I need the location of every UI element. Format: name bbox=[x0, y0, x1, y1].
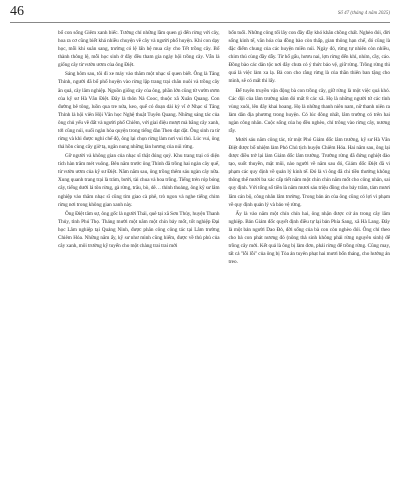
issue-label: Số 47 (tháng 4 năm 2025) bbox=[337, 11, 390, 16]
paragraph: Mười sáu năm công tác, từ một Phó Giám đốc lâm trường, kỹ sư Hà Văn Điệt được bổ nhiệm làm Phó Chủ tịch huyện Chiêm Hóa. Hai năm sau, ông lại được điều trở lại làm Giám đốc lâm trường. Trường rừng đã đứng nghiệt đào tạo, suốt thuyền, mặt mũi, nào người về năm sau đó, Giám đốc Điệt đã vi phạm các quy định về quản lý kinh tế. Đó là vì ông đã chi tiền thưởng không thông thể mười ba xác cấp tiết năm một chín chín năm mốt cho công nhân, sai quy định. Với tổng số tiền là năm mươi sáu triệu đồng cho bảy trăm, tám mươi lăm cán bộ, công nhân lâm trường. Trong bản án của ông cũng có lợi vì phạm về quy định quản lý và bảo vệ rừng. bbox=[228, 137, 390, 208]
paragraph: bốn tuổi. Những công tối lây con đầy đầy khó khăn chồng chất. Nghèo đói, đời sống kinh tế, văn hóa của đồng bào còn thấp, gian thông hạn chế, đó cũng là đặc điểm chung của các huyện miền núi. Ngày đó, rừng tự nhiên còn nhiều, chim thú cùng đầy dẫy. Từ hổ gấu, hươu nai, lợn rừng đến khỉ, nhím, cầy, cáo. Đồng bào các dân tộc nơi đây chưa có ý thức bảo vệ, giữ rừng. Trồng rừng thì quá là việc làm xa lạ. Bà con cho rằng rừng là của thần thiên ban tặng cho mình, sẽ có mất thì lấy. bbox=[228, 30, 390, 85]
article-body bbox=[58, 29, 390, 474]
paragraph: Ấy là vào năm một chín chín hai, ông nhận được cứ án trong cây lâm nghiệp. Bản Giám đốc quyết định điều tự lại bản Phía Sang, xã Hà Lang. Đây là một bản người Dao Đỏ, đời sống của bà con còn nghèo đói. Ông chỉ theo cho bà con phát nương đó (nông thả sinh không phải rừng nguyên sinh) để trồng cây mới. Kết quả là ông bị làm đơn, phải rừng để trồng rừng. Cũng may, tất cả "lỗi lỗi" của ông bị Tòa án tuyên phạt hai mươi bốn tháng, cho hưởng án treo. bbox=[228, 210, 390, 266]
paragraph: Gỡ người và không gian của nhạc sĩ thật đúng quý. Khu trang trại có diện tích hàn trăm mét vuông. Bên năm trước ông Thỉnh đã trồng hai ngàn cây quế, từ vườn ươm của kỹ sư Điệt. Năm năm sau, ông trồng thêm sáu ngàn cây nữa. Xung quanh trang trại là trám, bưởi, tài chua và hoa trồng. Tiếng trẻn róp bóng cây, tiếng dưới lá tôn rừng, gà rừng, trâu, bò, dê… thỉnh thoảng, ông kỹ sư lâm nghiệp vào thăm nhạc sĩ cũng tìm giao cà phê, trò ngon và nghe tiếng chim rừng nơi trong không gian xanh này. bbox=[58, 153, 220, 208]
paragraph: Để tuyên truyền vận động bà con trồng cây, giữ rừng là một việc quá khó. Các đội của lâm trường năm đó mất 8 các xã. Họ là những người tứ các tỉnh vùng xuôi, lên đây khai hoang. Họ là những thanh niên nam, nữ thanh niên ra làm dân địa phương trong huyện. Có lúc đông nhất, lâm trường có trên hai ngàn công nhân. Cuộc sống của họ đều nghèo, chỉ trông vào rừng cây, nương rẫy. bbox=[228, 87, 390, 134]
paragraph: bố con sống Giêm xanh biếc. Tưởng chỉ những lầm quen gì đến rừng với cây, hoa ra cơ cũng biết khá nhiều chuyện về cây và người phố huyện. Khi con dạy học, mỗi khi suân sang, trường có lệ lấn hệ mua cây cho Tết trồng cây. Bố thành thông lệ, mỗi học sinh ở đây đều tham gia ngày hội trồng cây. Vẫn là giống cây từ vườn ươm của ông Điệt. bbox=[58, 30, 220, 69]
paragraph: Ông Điệt tâm sự, ông gốc là người Thái, quê tại xã Sơn Thủy, huyện Thanh Thủy, tỉnh Phú Thọ. Tháng mười một năm một chín bảy mốt, tốt nghiệp Đại học Lâm nghiệp tại Quảng Ninh, được phân công công tác tại Lâm trường Chiêm Hóa. Những năm ấy, kỹ sư như mình cũng hiếm, được về thủ phủ của cây xanh, môi trường kỹ tuyển cho một chàng trai trai mới bbox=[58, 210, 220, 250]
left-column bbox=[58, 29, 220, 474]
header-divider bbox=[10, 22, 390, 23]
right-column bbox=[229, 29, 391, 474]
paragraph: Sáng hôm sau, tôi đi xe máy vào thăm một nhạc sĩ quen biết. Ông là Tăng Thỉnh, người đã bố phổ huyện vào rừng lập trang trại chăn nuôi và trồng cây ăn quả, cây lâm nghiệp. Nguồn giống cây của ông, phần lớn cũng từ vườn ươm của kỹ sư Hà Văn Điệt. Đây là thôn Nà Cooc, thuộc xã Xuân Quang. Con đường bê tông, luồn qua tre nứa, keo, quế có đoạn dài kỳ vĩ ở Nhạc sĩ Tăng Thỉnh là hội viên Hội Văn học Nghệ thuật Tuyên Quang. Những sáng tác của ông chủ yếu về đất và người phố Chiêm, với giai điệu mượt mà bằng cây xanh, tới cũng núi, suối ngàn hòa quyện trong tiếng đàn Then dạt dặt. Ông sinh ra từ rừng và khi được nghỉ chế độ, ông lại chọn rừng làm nơi vui thú. Lúc vui, ông thả hồn cùng cây giờ tạ, ngân nung những làn hương của núi rừng. bbox=[58, 71, 220, 151]
page-number: 46 bbox=[10, 4, 24, 19]
